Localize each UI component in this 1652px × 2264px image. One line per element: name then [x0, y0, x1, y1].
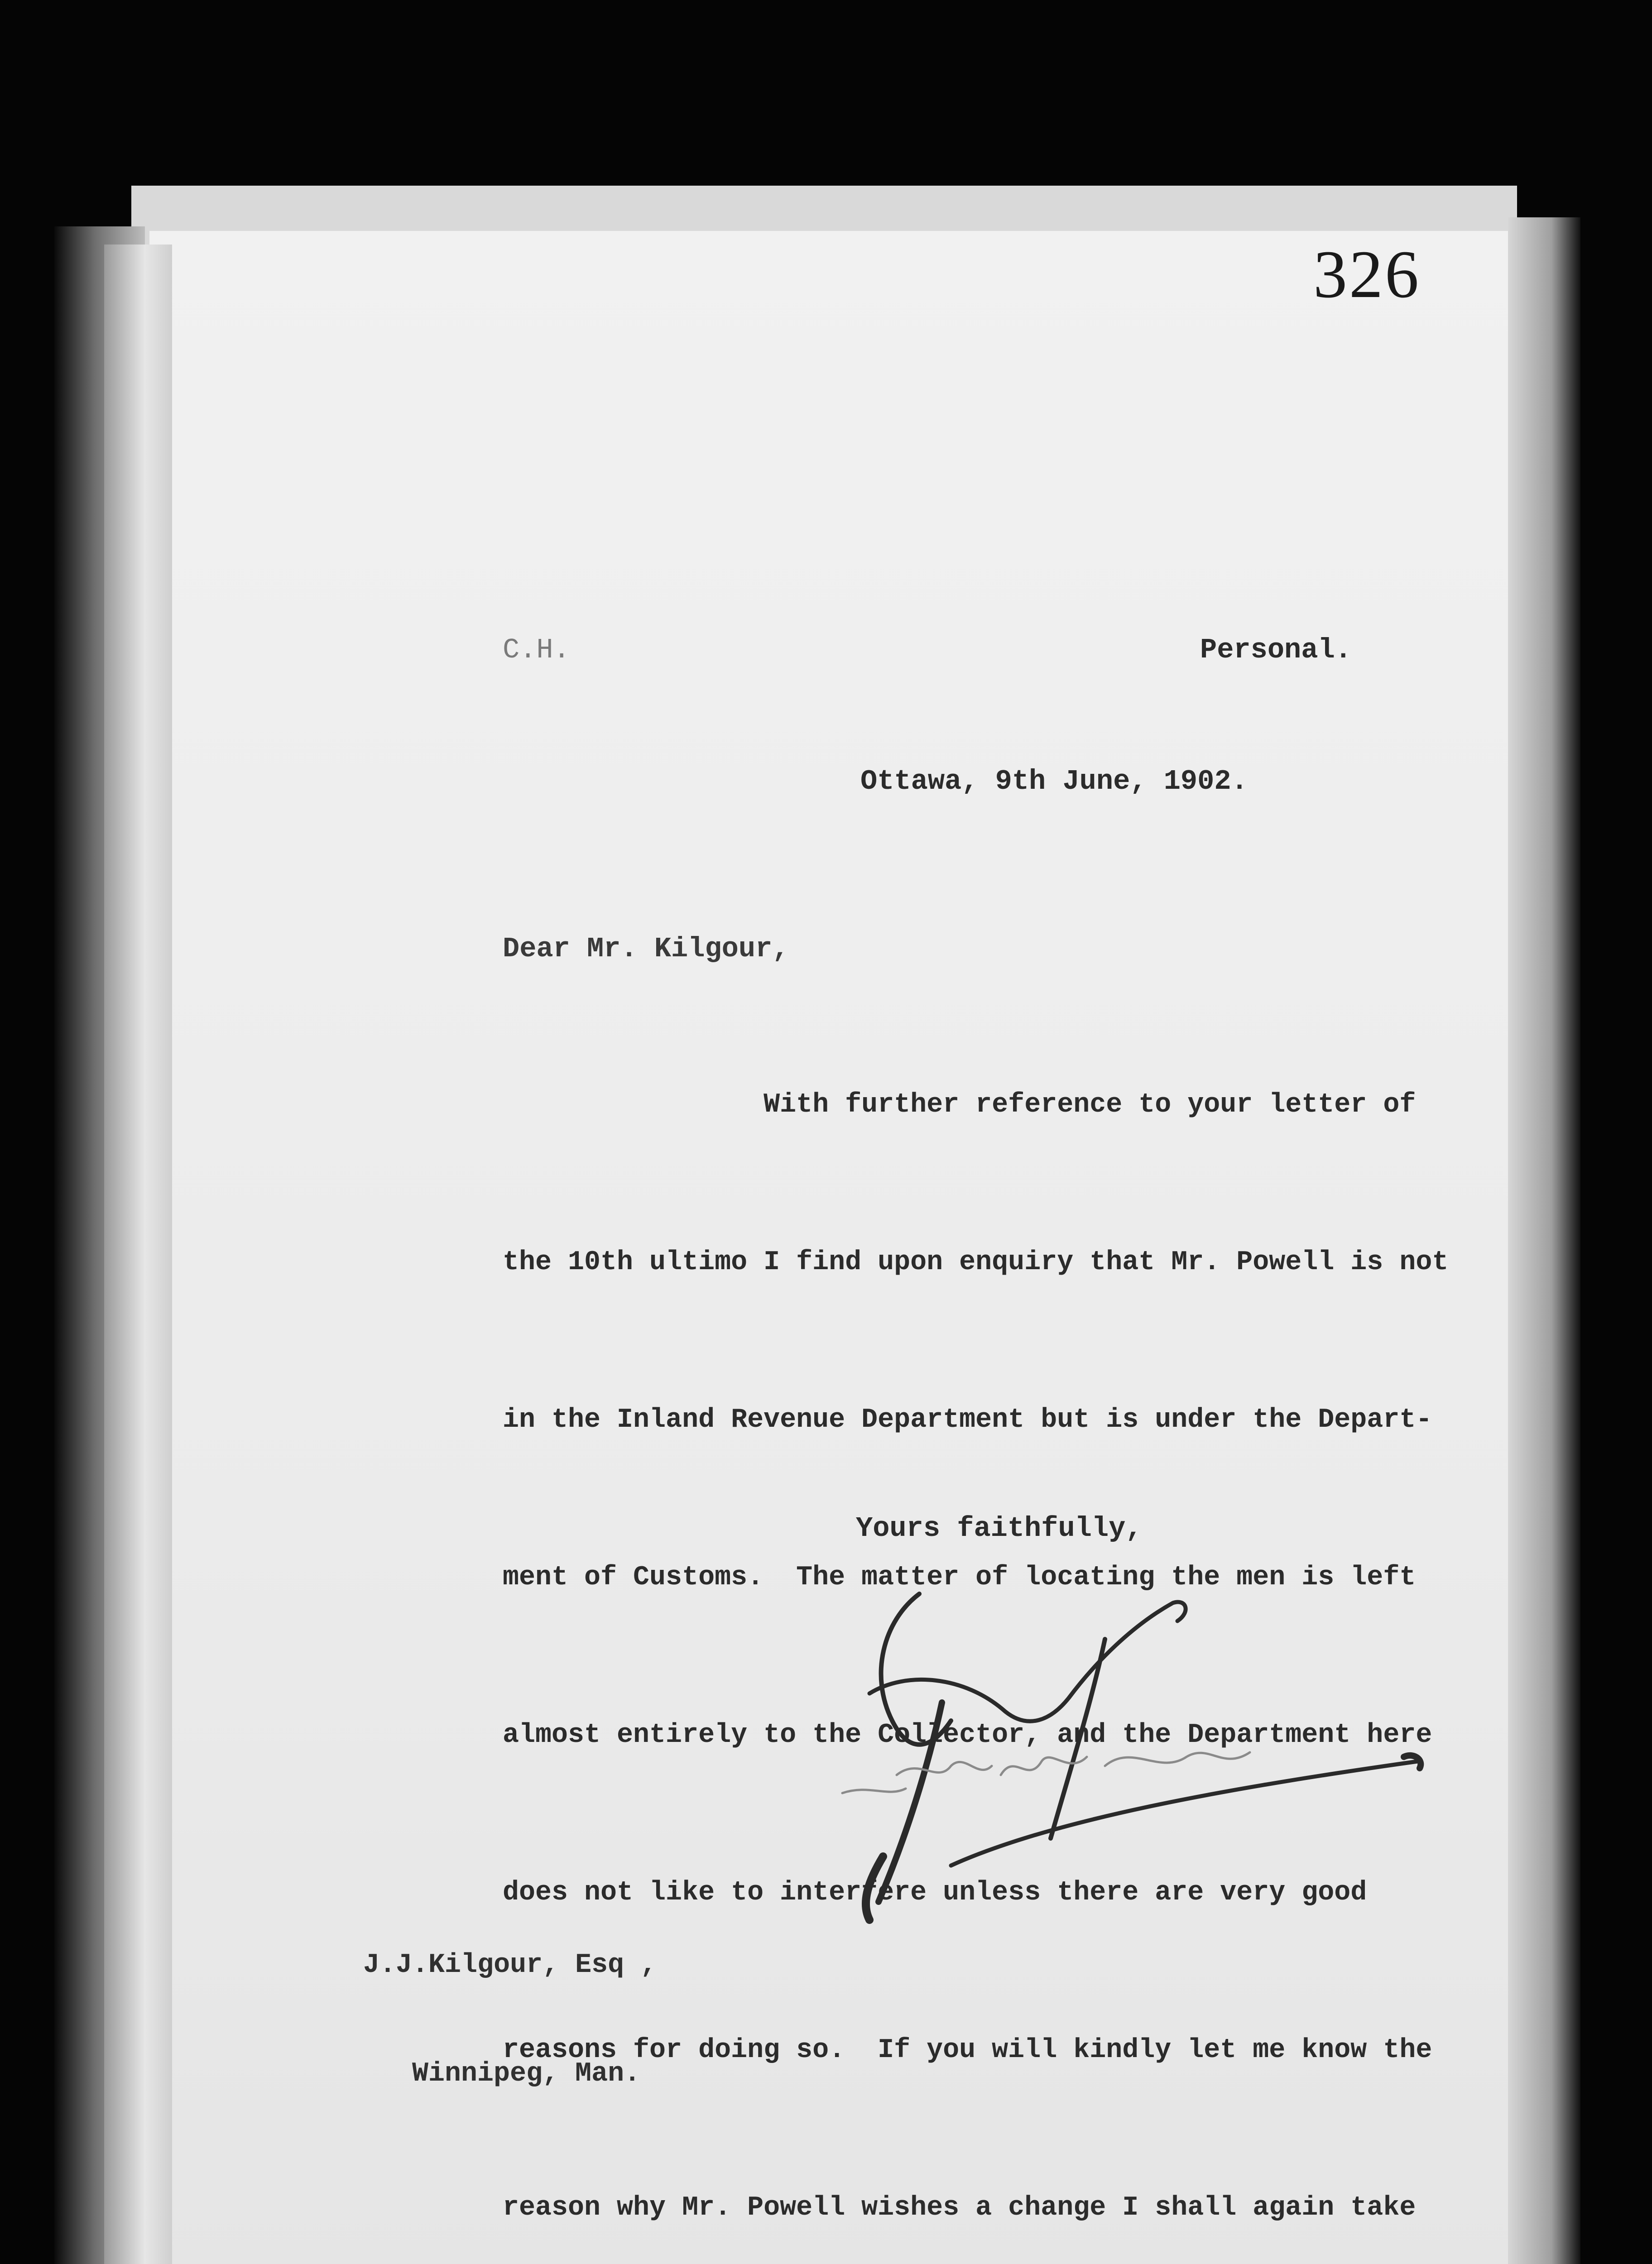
body-line: With further reference to your letter of: [503, 1089, 1416, 1120]
body-line: in the Inland Revenue Department but is under the Depart-: [503, 1405, 1432, 1435]
body-line: reasons for doing so. If you will kindly let me know the: [503, 2035, 1432, 2066]
body-line: reason why Mr. Powell wishes a change I shall again take: [503, 2192, 1416, 2223]
body-line: ment of Customs. The matter of locating the men is left: [503, 1562, 1416, 1593]
body-line: almost entirely to the Collector, and the Department here: [503, 1720, 1432, 1751]
addressee-block: [331, 1884, 657, 2155]
page-right-edge: [1508, 217, 1580, 2264]
body-line: does not like to interfere unless there are very good: [503, 1877, 1367, 1908]
handwritten-signature-icon: [815, 1585, 1494, 1956]
personal-marking: Personal.: [1200, 634, 1352, 666]
salutation: Dear Mr. Kilgour,: [503, 933, 789, 965]
typist-initials: C.H.: [503, 634, 570, 666]
closing: Yours faithfully,: [856, 1512, 1143, 1545]
date-line: Ottawa, 9th June, 1902.: [860, 765, 1248, 797]
binding-strip: [104, 245, 172, 2264]
addressee-city: Winnipeg, Man.: [412, 2058, 641, 2089]
body-line: the 10th ultimo I find upon enquiry that Mr. Powell is not: [503, 1247, 1449, 1278]
page-number: 326: [1313, 237, 1421, 312]
addressee-name: J.J.Kilgour, Esq ,: [363, 1950, 657, 1981]
